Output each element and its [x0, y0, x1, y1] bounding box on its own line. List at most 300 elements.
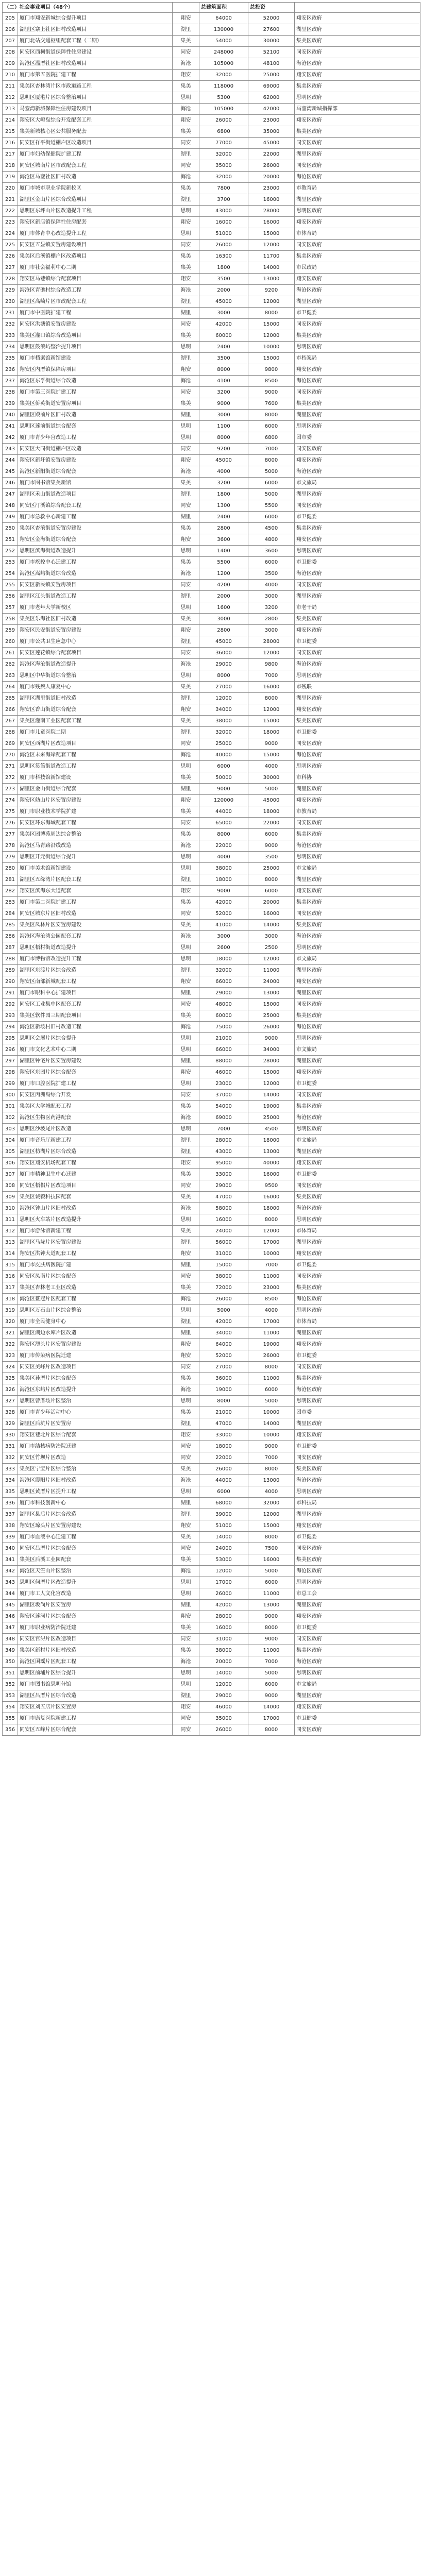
- row-number: 352: [3, 1679, 18, 1690]
- area-cell: 60000: [199, 1010, 248, 1022]
- responsible-unit-cell: 海沧区政府: [295, 1112, 420, 1124]
- responsible-unit-cell: 思明区政府: [295, 1305, 420, 1316]
- investment-cell: 5000: [248, 489, 295, 500]
- district-cell: 翔安: [173, 534, 199, 546]
- table-row: [3, 1430, 420, 1441]
- table-row: [3, 988, 420, 999]
- row-number: 296: [3, 1044, 18, 1056]
- district-cell: 集美: [173, 36, 199, 47]
- row-number: 326: [3, 1384, 18, 1396]
- project-name: 海沧区鳌冠片区配套工程: [18, 1294, 173, 1305]
- project-name: 集美区灌南工业区配套工程: [18, 716, 173, 727]
- responsible-unit-cell: 翔安区政府: [295, 70, 420, 81]
- project-name: 集美区软件园三期配套项目: [18, 1010, 173, 1022]
- responsible-unit-cell: 翔安区政府: [295, 625, 420, 636]
- area-cell: 29000: [199, 1690, 248, 1702]
- responsible-unit-cell: 海沧区政府: [295, 1566, 420, 1577]
- area-cell: 3000: [199, 308, 248, 319]
- table-row: [3, 421, 420, 432]
- area-cell: 9200: [199, 444, 248, 455]
- row-number: 310: [3, 1203, 18, 1214]
- table-row: [3, 1634, 420, 1645]
- table-row: [3, 761, 420, 772]
- project-name: 集美区侨英街道安置房项目: [18, 398, 173, 410]
- table-row: [3, 478, 420, 489]
- area-cell: 45000: [199, 636, 248, 648]
- table-row: [3, 1339, 420, 1350]
- project-name: 海沧区生物医药港配套: [18, 1112, 173, 1124]
- project-name: 海沧区东屿片区改造提升: [18, 1384, 173, 1396]
- row-number: 247: [3, 489, 18, 500]
- district-cell: 海沧: [173, 659, 199, 670]
- table-row: [3, 353, 420, 364]
- district-cell: 集美: [173, 897, 199, 908]
- project-name: 湖里区湖边水库片区改造: [18, 1328, 173, 1339]
- investment-cell: 25000: [248, 863, 295, 874]
- row-number: 281: [3, 874, 18, 886]
- district-cell: 同安: [173, 999, 199, 1010]
- area-cell: 33000: [199, 1169, 248, 1180]
- area-cell: 41000: [199, 920, 248, 931]
- district-cell: 同安: [173, 444, 199, 455]
- table-row: [3, 1203, 420, 1214]
- table-row: [3, 308, 420, 319]
- district-cell: 海沧: [173, 466, 199, 478]
- area-cell: 52000: [199, 1350, 248, 1362]
- responsible-unit-cell: 海沧区政府: [295, 1022, 420, 1033]
- table-row: [3, 1101, 420, 1112]
- district-cell: 湖里: [173, 1418, 199, 1430]
- responsible-unit-cell: 翔安区政府: [295, 1339, 420, 1350]
- investment-cell: 8000: [248, 1532, 295, 1543]
- table-row: [3, 36, 420, 47]
- district-cell: 同安: [173, 1441, 199, 1452]
- investment-cell: 9000: [248, 1690, 295, 1702]
- area-cell: 118000: [199, 81, 248, 92]
- project-name: 厦门市眼科中心扩建项目: [18, 988, 173, 999]
- project-name: 厦门市青少年宫改造工程: [18, 432, 173, 444]
- table-row: [3, 818, 420, 829]
- district-cell: 同安: [173, 1724, 199, 1736]
- row-number: 290: [3, 976, 18, 988]
- district-cell: 同安: [173, 500, 199, 512]
- district-cell: 海沧: [173, 1384, 199, 1396]
- district-cell: 翔安: [173, 13, 199, 24]
- table-row: [3, 115, 420, 126]
- table-row: [3, 795, 420, 806]
- area-cell: 32000: [199, 70, 248, 81]
- responsible-unit-cell: 市体育局: [295, 228, 420, 240]
- investment-cell: 14000: [248, 1090, 295, 1101]
- district-cell: 翔安: [173, 70, 199, 81]
- responsible-unit-cell: 翔安区政府: [295, 976, 420, 988]
- table-row: [3, 1566, 420, 1577]
- area-cell: 43000: [199, 1146, 248, 1158]
- table-row: [3, 738, 420, 750]
- responsible-unit-cell: 思明区政府: [295, 1124, 420, 1135]
- project-name: 思明区厦港片区综合整治项目: [18, 92, 173, 104]
- area-cell: 2800: [199, 523, 248, 534]
- project-name: 集美区诚毅科技园配套: [18, 1192, 173, 1203]
- investment-cell: 28000: [248, 206, 295, 217]
- area-cell: 42000: [199, 1600, 248, 1611]
- district-cell: 海沧: [173, 1203, 199, 1214]
- table-row: [3, 489, 420, 500]
- area-cell: 64000: [199, 13, 248, 24]
- row-number: 271: [3, 761, 18, 772]
- table-row: [3, 387, 420, 398]
- area-cell: 3000: [199, 931, 248, 942]
- responsible-unit-cell: 团市委: [295, 1407, 420, 1418]
- project-name: 思明区莲前街道综合配套: [18, 421, 173, 432]
- investment-cell: 12000: [248, 330, 295, 342]
- row-number: 303: [3, 1124, 18, 1135]
- area-cell: 5500: [199, 557, 248, 568]
- district-cell: 湖里: [173, 1260, 199, 1271]
- table-row: [3, 1622, 420, 1634]
- table-row: [3, 1486, 420, 1498]
- table-row: [3, 285, 420, 296]
- project-name: 厦门市文化艺术中心二期: [18, 1044, 173, 1056]
- table-row: [3, 670, 420, 682]
- row-number: 216: [3, 138, 18, 149]
- district-cell: 海沧: [173, 931, 199, 942]
- responsible-unit-cell: 湖里区政府: [295, 874, 420, 886]
- district-cell: 翔安: [173, 364, 199, 376]
- investment-cell: 23000: [248, 115, 295, 126]
- project-name: 集美新城核心区公共服务配套: [18, 126, 173, 138]
- row-number: 341: [3, 1554, 18, 1566]
- project-name: 思明区前埔片区综合提升: [18, 1668, 173, 1679]
- row-number: 278: [3, 840, 18, 852]
- project-name: 集美区杏林湾片区市政道路工程: [18, 81, 173, 92]
- responsible-unit-cell: 集美区政府: [295, 1464, 420, 1475]
- investment-cell: 52000: [248, 13, 295, 24]
- row-number: 315: [3, 1260, 18, 1271]
- district-cell: 翔安: [173, 976, 199, 988]
- investment-cell: 10000: [248, 1430, 295, 1441]
- row-number: 273: [3, 784, 18, 795]
- row-number: 337: [3, 1509, 18, 1520]
- investment-cell: 9200: [248, 285, 295, 296]
- area-cell: 44000: [199, 1475, 248, 1486]
- area-cell: 4200: [199, 580, 248, 591]
- table-row: [3, 1475, 420, 1486]
- investment-cell: 9800: [248, 659, 295, 670]
- district-cell: 集美: [173, 1192, 199, 1203]
- investment-cell: 8000: [248, 874, 295, 886]
- investment-cell: 16000: [248, 908, 295, 920]
- row-number: 248: [3, 500, 18, 512]
- responsible-unit-cell: 湖里区政府: [295, 296, 420, 308]
- responsible-unit-cell: 同安区政府: [295, 1543, 420, 1554]
- district-cell: 海沧: [173, 1566, 199, 1577]
- responsible-unit-cell: 集美区政府: [295, 1010, 420, 1022]
- area-cell: 4000: [199, 852, 248, 863]
- investment-cell: 27600: [248, 24, 295, 36]
- project-name: 思明区筼筜街道改造工程: [18, 761, 173, 772]
- district-cell: 湖里: [173, 693, 199, 704]
- table-row: [3, 251, 420, 262]
- responsible-unit-cell: 市体育局: [295, 1226, 420, 1237]
- project-name: 厦门市社会福利中心二期: [18, 262, 173, 274]
- investment-cell: 13000: [248, 1146, 295, 1158]
- responsible-unit-cell: 集美区政府: [295, 1192, 420, 1203]
- row-number: 342: [3, 1566, 18, 1577]
- project-name: 厦门市结核病防治院迁建: [18, 1441, 173, 1452]
- district-cell: 同安: [173, 1180, 199, 1192]
- area-cell: 8000: [199, 670, 248, 682]
- area-cell: 38000: [199, 1271, 248, 1282]
- district-cell: 湖里: [173, 24, 199, 36]
- column-header-unit: [295, 3, 420, 13]
- table-row: [3, 172, 420, 183]
- project-name: 同安区城南片区市政配套工程: [18, 160, 173, 172]
- district-cell: 同安: [173, 1271, 199, 1282]
- table-row: [3, 1112, 420, 1124]
- area-cell: 1800: [199, 489, 248, 500]
- investment-cell: 7000: [248, 670, 295, 682]
- investment-cell: 3000: [248, 591, 295, 602]
- table-row: [3, 512, 420, 523]
- district-cell: 翔安: [173, 625, 199, 636]
- district-cell: 同安: [173, 240, 199, 251]
- area-cell: 105000: [199, 104, 248, 115]
- investment-cell: 12000: [248, 1509, 295, 1520]
- responsible-unit-cell: 思明区政府: [295, 1214, 420, 1226]
- investment-cell: 30000: [248, 36, 295, 47]
- project-name: 湖里区湖里街道旧村改造: [18, 693, 173, 704]
- row-number: 243: [3, 444, 18, 455]
- investment-cell: 22000: [248, 818, 295, 829]
- investment-cell: 3500: [248, 568, 295, 580]
- table-row: [3, 1396, 420, 1407]
- district-cell: 湖里: [173, 1146, 199, 1158]
- investment-cell: 4800: [248, 534, 295, 546]
- row-number: 257: [3, 602, 18, 614]
- investment-cell: 11000: [248, 1328, 295, 1339]
- project-name: 湖里区禾山街道改造项目: [18, 489, 173, 500]
- responsible-unit-cell: 同安区政府: [295, 387, 420, 398]
- investment-cell: 6000: [248, 1384, 295, 1396]
- area-cell: 42000: [199, 897, 248, 908]
- district-cell: 湖里: [173, 1135, 199, 1146]
- project-name: 翔安区金海街道综合配套: [18, 534, 173, 546]
- investment-cell: 18000: [248, 727, 295, 738]
- table-row: [3, 126, 420, 138]
- row-number: 283: [3, 897, 18, 908]
- table-row: [3, 1226, 420, 1237]
- responsible-unit-cell: 海沧区政府: [295, 285, 420, 296]
- district-cell: 集美: [173, 251, 199, 262]
- district-cell: 翔安: [173, 115, 199, 126]
- district-cell: 海沧: [173, 285, 199, 296]
- investment-cell: 8000: [248, 1214, 295, 1226]
- table-row: [3, 1645, 420, 1656]
- area-cell: 36000: [199, 648, 248, 659]
- responsible-unit-cell: 市卫健委: [295, 1441, 420, 1452]
- investment-cell: 26000: [248, 1350, 295, 1362]
- project-name: 思明区鼓浪屿整治提升项目: [18, 342, 173, 353]
- responsible-unit-cell: 集美区政府: [295, 1101, 420, 1112]
- responsible-unit-cell: 海沧区政府: [295, 1475, 420, 1486]
- district-cell: 思明: [173, 342, 199, 353]
- area-cell: 4000: [199, 466, 248, 478]
- table-row: [3, 682, 420, 693]
- project-name: 同安区五峰片区综合配套: [18, 1724, 173, 1736]
- table-row: [3, 1362, 420, 1373]
- district-cell: 集美: [173, 1407, 199, 1418]
- area-cell: 26000: [199, 1294, 248, 1305]
- row-number: 217: [3, 149, 18, 160]
- table-row: [3, 410, 420, 421]
- investment-cell: 16000: [248, 1554, 295, 1566]
- row-number: 274: [3, 795, 18, 806]
- project-name: 厦门市第二医院扩建工程: [18, 897, 173, 908]
- responsible-unit-cell: 海沧区政府: [295, 1294, 420, 1305]
- table-row: [3, 693, 420, 704]
- table-row: [3, 942, 420, 954]
- responsible-unit-cell: 湖里区政府: [295, 410, 420, 421]
- investment-cell: 6000: [248, 829, 295, 840]
- responsible-unit-cell: 湖里区政府: [295, 194, 420, 206]
- district-cell: 翔安: [173, 886, 199, 897]
- district-cell: 海沧: [173, 58, 199, 70]
- table-row: [3, 1214, 420, 1226]
- district-cell: 湖里: [173, 784, 199, 795]
- project-name: 集美区杏林老工业区改造: [18, 1282, 173, 1294]
- investment-cell: 15000: [248, 750, 295, 761]
- district-cell: 湖里: [173, 874, 199, 886]
- investment-cell: 6000: [248, 421, 295, 432]
- row-number: 343: [3, 1577, 18, 1588]
- investment-cell: 9500: [248, 1180, 295, 1192]
- district-cell: 思明: [173, 942, 199, 954]
- row-number: 356: [3, 1724, 18, 1736]
- project-name: 思明区曾厝垵片区整治: [18, 1396, 173, 1407]
- area-cell: 47000: [199, 1418, 248, 1430]
- table-row: [3, 1248, 420, 1260]
- district-cell: 湖里: [173, 512, 199, 523]
- table-row: [3, 160, 420, 172]
- district-cell: 海沧: [173, 840, 199, 852]
- area-cell: 18000: [199, 874, 248, 886]
- project-name: 思明区滨海街道改造提升: [18, 546, 173, 557]
- table-row: [3, 1169, 420, 1180]
- responsible-unit-cell: 思明区政府: [295, 1577, 420, 1588]
- table-row: [3, 1135, 420, 1146]
- district-cell: 湖里: [173, 1316, 199, 1328]
- project-name: 翔安区翔安机场配套工程: [18, 1158, 173, 1169]
- investment-cell: 12000: [248, 1226, 295, 1237]
- responsible-unit-cell: 海沧区政府: [295, 58, 420, 70]
- district-cell: 海沧: [173, 750, 199, 761]
- responsible-unit-cell: 市卫健委: [295, 727, 420, 738]
- row-number: 301: [3, 1101, 18, 1112]
- investment-cell: 15000: [248, 1067, 295, 1078]
- responsible-unit-cell: 市科协: [295, 772, 420, 784]
- investment-cell: 9000: [248, 387, 295, 398]
- row-number: 209: [3, 58, 18, 70]
- project-name: 思明区中华街道综合整治: [18, 670, 173, 682]
- project-name: 海沧区未来海岸配套工程: [18, 750, 173, 761]
- column-header-area: 总建筑面积: [199, 3, 248, 13]
- district-cell: 湖里: [173, 308, 199, 319]
- area-cell: 5300: [199, 92, 248, 104]
- area-cell: 6800: [199, 126, 248, 138]
- project-name: 厦门市中医院扩建工程: [18, 308, 173, 319]
- responsible-unit-cell: 湖里区政府: [295, 1056, 420, 1067]
- area-cell: 64000: [199, 1339, 248, 1350]
- district-cell: 湖里: [173, 296, 199, 308]
- row-number: 293: [3, 1010, 18, 1022]
- investment-cell: 15000: [248, 1520, 295, 1532]
- investment-cell: 32000: [248, 1498, 295, 1509]
- area-cell: 51000: [199, 228, 248, 240]
- investment-cell: 18000: [248, 1135, 295, 1146]
- responsible-unit-cell: 集美区政府: [295, 36, 420, 47]
- area-cell: 9000: [199, 886, 248, 897]
- area-cell: 3200: [199, 387, 248, 398]
- area-cell: 2400: [199, 342, 248, 353]
- project-name: 厦门市儿童医院二期: [18, 727, 173, 738]
- table-row: [3, 625, 420, 636]
- investment-cell: 7000: [248, 444, 295, 455]
- area-cell: 28000: [199, 1611, 248, 1622]
- responsible-unit-cell: 海沧区政府: [295, 1656, 420, 1668]
- row-number: 244: [3, 455, 18, 466]
- project-name: 湖里区枋湖片区综合改造: [18, 1146, 173, 1158]
- area-cell: 38000: [199, 716, 248, 727]
- area-cell: 24000: [199, 1543, 248, 1554]
- row-number: 291: [3, 988, 18, 999]
- responsible-unit-cell: 集美区政府: [295, 897, 420, 908]
- area-cell: 6000: [199, 761, 248, 772]
- table-row: [3, 1464, 420, 1475]
- row-number: 253: [3, 557, 18, 568]
- row-number: 276: [3, 818, 18, 829]
- project-name: 翔安区澳头片区安置房建设: [18, 1339, 173, 1350]
- investment-cell: 5000: [248, 1566, 295, 1577]
- row-number: 245: [3, 466, 18, 478]
- table-row: [3, 1305, 420, 1316]
- row-number: 221: [3, 194, 18, 206]
- table-row: [3, 863, 420, 874]
- responsible-unit-cell: 市卫健委: [295, 1350, 420, 1362]
- district-cell: 湖里: [173, 1690, 199, 1702]
- table-row: [3, 455, 420, 466]
- area-cell: 3500: [199, 353, 248, 364]
- area-cell: 5000: [199, 1305, 248, 1316]
- district-cell: 同安: [173, 138, 199, 149]
- investment-cell: 6000: [248, 1679, 295, 1690]
- row-number: 335: [3, 1486, 18, 1498]
- responsible-unit-cell: 思明区政府: [295, 942, 420, 954]
- row-number: 340: [3, 1543, 18, 1554]
- row-number: 233: [3, 330, 18, 342]
- project-name: 厦门市美术馆新馆建设: [18, 863, 173, 874]
- row-number: 240: [3, 410, 18, 421]
- area-cell: 8000: [199, 829, 248, 840]
- row-number: 218: [3, 160, 18, 172]
- district-cell: 同安: [173, 648, 199, 659]
- project-table: [2, 2, 420, 1736]
- project-name: 厦门市血液中心迁建工程: [18, 1532, 173, 1543]
- row-number: 332: [3, 1452, 18, 1464]
- row-number: 227: [3, 262, 18, 274]
- district-cell: 湖里: [173, 591, 199, 602]
- investment-cell: 11000: [248, 965, 295, 976]
